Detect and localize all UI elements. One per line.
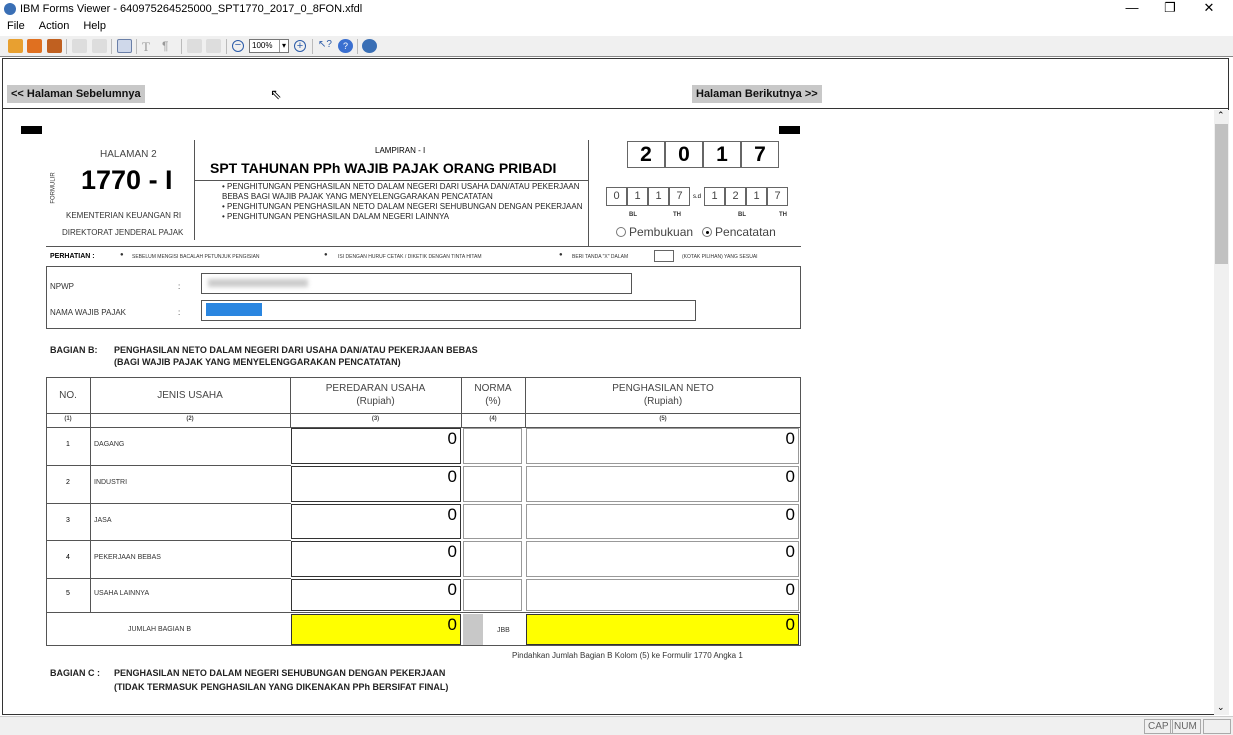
tax-period: [606, 187, 788, 206]
perhatian-label: PERHATIAN :: [50, 253, 95, 260]
bl-label: BL: [629, 212, 637, 218]
peredaran-input[interactable]: [291, 466, 461, 502]
nama-label: NAMA WAJIB PAJAK: [50, 308, 127, 317]
formulir-label: FORMULIR: [50, 172, 57, 204]
zoom-value: 100%: [252, 41, 273, 50]
period-digit[interactable]: 0: [606, 187, 627, 206]
status-bar: [0, 716, 1233, 735]
row-divider: [46, 540, 291, 541]
row-jenis: PEKERJAAN BEBAS: [94, 554, 161, 561]
toolbar: [0, 36, 1233, 57]
menu-help[interactable]: Help: [83, 20, 106, 32]
column-header-peredaran-sub: (Rupiah): [356, 396, 395, 407]
help-icon[interactable]: ?: [338, 39, 353, 53]
neto-value: 0: [785, 505, 795, 524]
bagian-c-title: PENGHASILAN NETO DALAM NEGERI SEHUBUNGAN DENGAN PEKERJAAN: [114, 668, 446, 678]
form-title: SPT TAHUNAN PPh WAJIB PAJAK ORANG PRIBADI: [210, 160, 557, 176]
jumlah-neto-value: 0: [785, 615, 795, 634]
menu-file[interactable]: File: [7, 20, 25, 32]
jumlah-neto-field: [526, 614, 799, 645]
row-number: 3: [66, 516, 70, 524]
th-label: TH: [673, 212, 681, 218]
jumlah-peredaran-field: [291, 614, 461, 645]
neto-value: 0: [785, 580, 795, 599]
restore-button[interactable]: ❐: [1164, 0, 1176, 15]
period-digit[interactable]: 1: [648, 187, 669, 206]
row-number: 1: [66, 441, 70, 448]
row-divider: [46, 503, 291, 504]
title-bar: [0, 0, 1233, 18]
bagian-b-title: PENGHASILAN NETO DALAM NEGERI DARI USAHA DAN/ATAU PEKERJAAN BEBAS: [114, 345, 478, 355]
period-digit[interactable]: 7: [767, 187, 788, 206]
period-digit[interactable]: 1: [627, 187, 648, 206]
menu-action[interactable]: Action: [38, 20, 70, 32]
column-header-norma-sub: (%): [485, 396, 501, 407]
print-icon[interactable]: [72, 39, 87, 53]
neto-value: 0: [785, 542, 795, 561]
norma-disabled: [463, 614, 483, 645]
zoom-in-icon[interactable]: +: [294, 40, 306, 52]
peredaran-input[interactable]: [291, 579, 461, 611]
mouse-cursor-icon: ⇖: [270, 86, 282, 102]
bullet-item: • PENGHITUNGAN PENGHASILAN NETO DALAM NEGERI SEHUBUNGAN DENGAN PEKERJAAN: [222, 202, 583, 211]
previous-page-button[interactable]: << Halaman Sebelumnya: [7, 85, 145, 103]
bullet-item: • PENGHITUNGAN PENGHASILAN NETO DALAM NEGERI DARI USAHA DAN/ATAU PEKERJAAN BEBAS BAGI WAJIB PAJAK YANG MENYELENGGARAKAN PENCATATAN: [222, 182, 580, 201]
minimize-button[interactable]: —: [1125, 0, 1139, 15]
neto-input[interactable]: [526, 428, 799, 464]
colon: :: [178, 308, 181, 317]
neto-input[interactable]: [526, 504, 799, 539]
row-jenis: INDUSTRI: [94, 479, 128, 486]
save-icon[interactable]: [27, 39, 42, 53]
kotak-label: (KOTAK PILIHAN) YANG SESUAI: [682, 254, 758, 260]
bullet-item: • PENGHITUNGAN PENGHASILAN DALAM NEGERI LAINNYA: [222, 212, 450, 221]
jbb-label: JBB: [497, 627, 510, 634]
corner-marker: [21, 126, 42, 134]
open-icon[interactable]: [8, 39, 23, 53]
year-digit[interactable]: 2: [627, 141, 665, 168]
divider: [3, 108, 1228, 109]
menu-bar: [0, 18, 1233, 36]
perhatian-item: BERI TANDA "X" DALAM: [572, 254, 629, 260]
column-header-jenis: JENIS USAHA: [157, 390, 223, 401]
period-digit[interactable]: 7: [669, 187, 690, 206]
form-code: 1770 - I: [81, 165, 173, 195]
norma-input[interactable]: [463, 428, 522, 464]
row-divider: [46, 465, 291, 466]
row-number: 2: [66, 479, 70, 486]
chevron-down-icon: ▾: [279, 40, 288, 52]
peredaran-input[interactable]: [291, 541, 461, 577]
column-header-neto: PENGHASILAN NETO: [612, 383, 714, 394]
scroll-down-icon[interactable]: ⌄: [1217, 702, 1225, 712]
peredaran-input[interactable]: [291, 504, 461, 539]
peredaran-value: 0: [447, 580, 457, 599]
save-as-icon[interactable]: [47, 39, 62, 53]
bagian-b-label: BAGIAN B:: [50, 345, 98, 355]
jumlah-peredaran-value: 0: [447, 615, 457, 634]
npwp-label: NPWP: [50, 282, 74, 291]
year-digit[interactable]: 7: [741, 141, 779, 168]
colon: :: [178, 282, 181, 291]
jumlah-label: JUMLAH BAGIAN B: [128, 626, 192, 633]
scrollbar-thumb[interactable]: [1215, 124, 1228, 264]
column-header-neto-sub: (Rupiah): [643, 396, 683, 407]
peredaran-value: 0: [447, 429, 457, 448]
print-preview-icon[interactable]: [92, 39, 107, 53]
column-header-peredaran: PEREDARAN USAHA: [325, 383, 426, 394]
nama-wajib-pajak-input[interactable]: [201, 300, 696, 321]
bagian-c-subtitle: (TIDAK TERMASUK PENGHASILAN YANG DIKENAKAN PPh BERSIFAT FINAL): [114, 682, 449, 692]
radio-pencatatan-label: Pencatatan: [715, 225, 776, 239]
scroll-up-icon[interactable]: ⌃: [1217, 110, 1225, 120]
period-digit[interactable]: 2: [725, 187, 746, 206]
perhatian-item: ISI DENGAN HURUF CETAK / DIKETIK DENGAN TINTA HITAM: [338, 254, 482, 260]
column-number: (2): [186, 416, 194, 422]
kementerian-label: KEMENTERIAN KEUANGAN RI: [66, 211, 182, 220]
lampiran-label: LAMPIRAN - I: [375, 146, 426, 155]
neto-value: 0: [785, 467, 795, 486]
bl-label: BL: [738, 212, 746, 218]
radio-pencatatan[interactable]: [702, 227, 712, 237]
row-number: 5: [66, 590, 70, 597]
column-number: (1): [64, 416, 72, 422]
close-button[interactable]: ✕: [1203, 0, 1215, 15]
column-number: (4): [489, 416, 497, 422]
column-number: (3): [371, 416, 380, 422]
text-icon[interactable]: T: [142, 39, 150, 54]
sd-label: s.d: [693, 193, 702, 200]
peredaran-input[interactable]: [291, 428, 461, 464]
peredaran-value: 0: [447, 467, 457, 486]
tax-year: [589, 141, 779, 168]
app-icon: [4, 3, 16, 15]
corner-marker: [779, 126, 800, 134]
row-divider: [46, 578, 291, 579]
norma-input[interactable]: [463, 504, 522, 539]
row-jenis: USAHA LAINNYA: [94, 590, 150, 597]
globe-icon[interactable]: [362, 39, 377, 53]
bagian-b-subtitle: (BAGI WAJIB PAJAK YANG MENYELENGGARAKAN PENCATATAN): [114, 357, 401, 367]
direktorat-label: DIREKTORAT JENDERAL PAJAK: [62, 228, 184, 237]
column-number: (5): [659, 416, 667, 422]
pindahkan-note: Pindahkan Jumlah Bagian B Kolom (5) ke Formulir 1770 Angka 1: [512, 651, 743, 660]
row-jenis: DAGANG: [94, 441, 125, 448]
grid-icon[interactable]: [117, 39, 132, 53]
signature-list-icon[interactable]: [206, 39, 221, 53]
perhatian-item: SEBELUM MENGISI BACALAH PETUNJUK PENGISIAN: [132, 254, 260, 260]
neto-value: 0: [785, 429, 795, 448]
num-lock-indicator: NUM: [1170, 719, 1201, 734]
norma-input[interactable]: [463, 541, 522, 577]
year-digit[interactable]: 1: [703, 141, 741, 168]
neto-input[interactable]: [526, 579, 799, 611]
row-number: 4: [66, 554, 70, 561]
period-digit[interactable]: 1: [746, 187, 767, 206]
bagian-c-label: BAGIAN C :: [50, 668, 100, 678]
radio-pembukuan-label: Pembukuan: [629, 225, 694, 239]
window-title: IBM Forms Viewer - 640975264525000_SPT1770_2017_0_8FON.xfdl: [20, 3, 363, 15]
column-header-norma: NORMA: [474, 383, 512, 394]
checkbox-sample: [654, 250, 674, 262]
next-page-button[interactable]: Halaman Berikutnya >>: [692, 85, 822, 103]
peredaran-value: 0: [447, 542, 457, 561]
caps-lock-indicator: CAP: [1144, 719, 1173, 734]
row-jenis: JASA: [94, 516, 112, 524]
th-label: TH: [779, 212, 787, 218]
sign-icon[interactable]: [187, 39, 202, 53]
peredaran-value: 0: [447, 505, 457, 524]
context-help-icon[interactable]: ↖?: [318, 39, 332, 50]
neto-input[interactable]: [526, 466, 799, 502]
period-digit[interactable]: 1: [704, 187, 725, 206]
norma-input[interactable]: [463, 579, 522, 611]
column-header-no: NO.: [59, 390, 77, 401]
zoom-select[interactable]: [249, 39, 289, 53]
npwp-input[interactable]: [201, 273, 632, 294]
paragraph-icon[interactable]: ¶: [162, 39, 169, 53]
status-empty: [1203, 719, 1231, 734]
neto-input[interactable]: [526, 541, 799, 577]
year-digit[interactable]: 0: [665, 141, 703, 168]
halaman-label: HALAMAN 2: [100, 149, 157, 160]
radio-pembukuan[interactable]: [616, 227, 626, 237]
norma-input[interactable]: [463, 466, 522, 502]
zoom-out-icon[interactable]: −: [232, 40, 244, 52]
